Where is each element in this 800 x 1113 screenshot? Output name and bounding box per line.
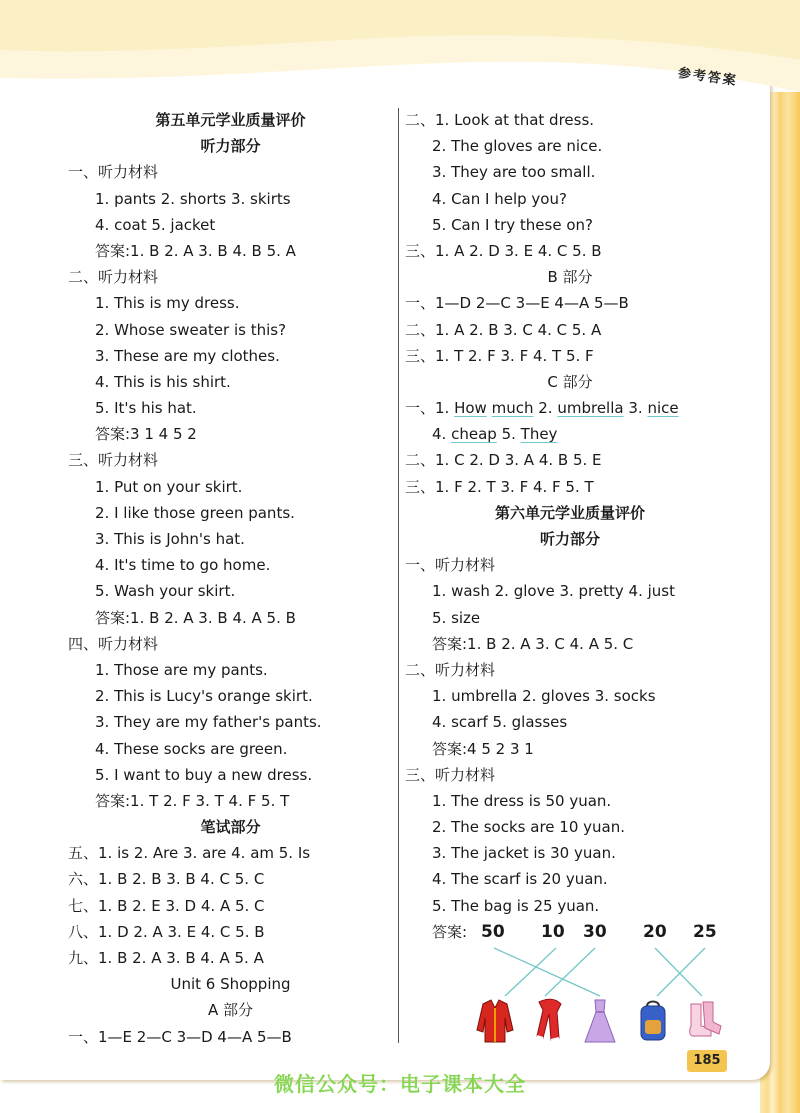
answer-line: 九、1. B 2. A 3. B 4. A 5. A	[68, 949, 264, 967]
answer-sep: 2.	[533, 399, 558, 418]
answer-line: 5. Wash your skirt.	[95, 582, 236, 601]
answer-line: 2. Whose sweater is this?	[95, 320, 287, 339]
price-label: 30	[583, 921, 607, 942]
answer-key: 答案:3 1 4 5 2	[95, 425, 197, 444]
answer-line: 5. size	[432, 608, 481, 627]
answer-line: 4. The scarf is 20 yuan.	[432, 870, 608, 889]
answer-key: 答案:1. B 2. A 3. C 4. A 5. C	[432, 634, 634, 653]
answer-line	[405, 395, 735, 421]
section-title: 第六单元学业质量评价	[494, 503, 645, 522]
answer-line: 4. It's time to go home.	[95, 556, 271, 575]
answer-line	[405, 421, 735, 447]
dress-icon	[583, 998, 617, 1044]
answer-line: 1. Put on your skirt.	[95, 477, 243, 496]
answer-line: 3. These are my clothes.	[95, 346, 280, 365]
answer-line: 1. This is my dress.	[95, 294, 240, 313]
answer-word: cheap	[451, 425, 497, 444]
part-heading: C 部分	[547, 372, 593, 391]
answer-line: 2. The socks are 10 yuan.	[432, 818, 625, 837]
answer-line: 1. wash 2. glove 3. pretty 4. just	[432, 582, 675, 601]
section-heading: 一、听力材料	[405, 556, 496, 575]
header-label: 参考答案	[676, 65, 739, 90]
answer-line: 三、1. F 2. T 3. F 4. F 5. T	[405, 477, 594, 496]
part-heading: B 部分	[547, 268, 593, 287]
right-column	[405, 107, 735, 945]
answer-line: 4. coat 5. jacket	[95, 215, 216, 234]
answer-line: 2. This is Lucy's orange skirt.	[95, 687, 313, 706]
answer-line: 5. Can I try these on?	[432, 215, 593, 234]
answer-line: 3. This is John's hat.	[95, 530, 245, 548]
answer-line: 一、1—D 2—C 3—E 4—A 5—B	[405, 294, 629, 313]
answer-sep: 3.	[623, 399, 648, 418]
answer-line: 3. The jacket is 30 yuan.	[432, 844, 616, 863]
answer-key: 答案:1. B 2. A 3. B 4. A 5. B	[95, 608, 296, 627]
answer-line: 4. scarf 5. glasses	[432, 713, 568, 732]
price-label: 50	[481, 921, 505, 942]
bag-icon	[637, 998, 669, 1044]
answer-line: 2. I like those green pants.	[95, 503, 295, 522]
watermark-text: 微信公众号：电子课本大全	[274, 1072, 526, 1096]
answer-line: 2. The gloves are nice.	[432, 137, 603, 156]
section-title: 第五单元学业质量评价	[155, 111, 306, 129]
section-heading: 二、听力材料	[405, 660, 496, 679]
column-divider	[398, 108, 399, 1043]
left-column	[68, 107, 393, 1050]
answer-prefix: 4.	[432, 425, 452, 444]
answer-line: 二、1. A 2. B 3. C 4. C 5. A	[405, 320, 602, 339]
answer-line: 5. The bag is 25 yuan.	[432, 896, 600, 915]
answer-line: 4. These socks are green.	[95, 739, 288, 758]
answer-word: They	[520, 425, 558, 444]
answer-line: 三、1. T 2. F 3. F 4. T 5. F	[405, 346, 594, 365]
answer-line: 二、1. Look at that dress.	[405, 111, 595, 129]
answer-line: 1. pants 2. shorts 3. skirts	[95, 189, 291, 208]
section-heading: 四、听力材料	[68, 634, 159, 653]
answer-line: 一、1—E 2—C 3—D 4—A 5—B	[68, 1027, 292, 1046]
answer-word: much	[491, 399, 534, 418]
answer-label: 答案:	[432, 922, 468, 941]
answer-key: 答案:1. B 2. A 3. B 4. B 5. A	[95, 241, 296, 260]
answer-line: 4. This is his shirt.	[95, 372, 231, 391]
header-wave	[0, 0, 800, 100]
answer-line: 1. umbrella 2. gloves 3. socks	[432, 687, 656, 706]
page-number: 185	[687, 1050, 727, 1072]
answer-sep: 5.	[496, 425, 521, 444]
answer-prefix: 一、1.	[405, 399, 455, 418]
answer-line: 七、1. B 2. E 3. D 4. A 5. C	[68, 896, 265, 915]
answer-key: 答案:4 5 2 3 1	[432, 739, 534, 758]
clothing-items	[465, 998, 735, 1046]
price-label: 10	[541, 921, 565, 942]
answer-line: 4. Can I help you?	[432, 189, 567, 208]
price-row	[405, 919, 735, 945]
answer-key: 答案:1. T 2. F 3. T 4. F 5. T	[95, 791, 290, 810]
answer-line: 5. It's his hat.	[95, 399, 197, 418]
answer-line: 3. They are too small.	[432, 163, 596, 182]
answer-line: 六、1. B 2. B 3. B 4. C 5. C	[68, 870, 265, 889]
answer-word: nice	[647, 399, 679, 418]
answer-line: 5. I want to buy a new dress.	[95, 765, 313, 784]
section-heading: 二、听力材料	[68, 268, 159, 287]
answer-line: 二、1. C 2. D 3. A 4. B 5. E	[405, 451, 602, 470]
answer-word: How	[454, 399, 487, 418]
answer-line: 1. Those are my pants.	[95, 660, 268, 679]
section-heading: 一、听力材料	[68, 163, 159, 182]
section-heading: 三、听力材料	[405, 765, 496, 784]
unit-title: Unit 6 Shopping	[170, 975, 291, 994]
section-heading: 三、听力材料	[68, 451, 159, 470]
answer-line: 五、1. is 2. Are 3. are 4. am 5. Is	[68, 844, 311, 863]
price-label: 20	[643, 921, 667, 942]
scarf-icon	[533, 998, 565, 1044]
answer-line: 八、1. D 2. A 3. E 4. C 5. B	[68, 922, 265, 941]
answer-word: umbrella	[557, 399, 624, 418]
written-heading: 笔试部分	[200, 818, 261, 837]
answer-line: 1. The dress is 50 yuan.	[432, 791, 612, 810]
answer-line: 3. They are my father's pants.	[95, 713, 322, 732]
jacket-icon	[475, 998, 515, 1044]
socks-icon	[685, 998, 725, 1044]
listening-heading: 听力部分	[539, 530, 600, 548]
listening-heading: 听力部分	[200, 137, 261, 156]
price-label: 25	[693, 921, 717, 942]
part-heading: A 部分	[207, 1001, 254, 1020]
answer-line: 三、1. A 2. D 3. E 4. C 5. B	[405, 241, 602, 260]
